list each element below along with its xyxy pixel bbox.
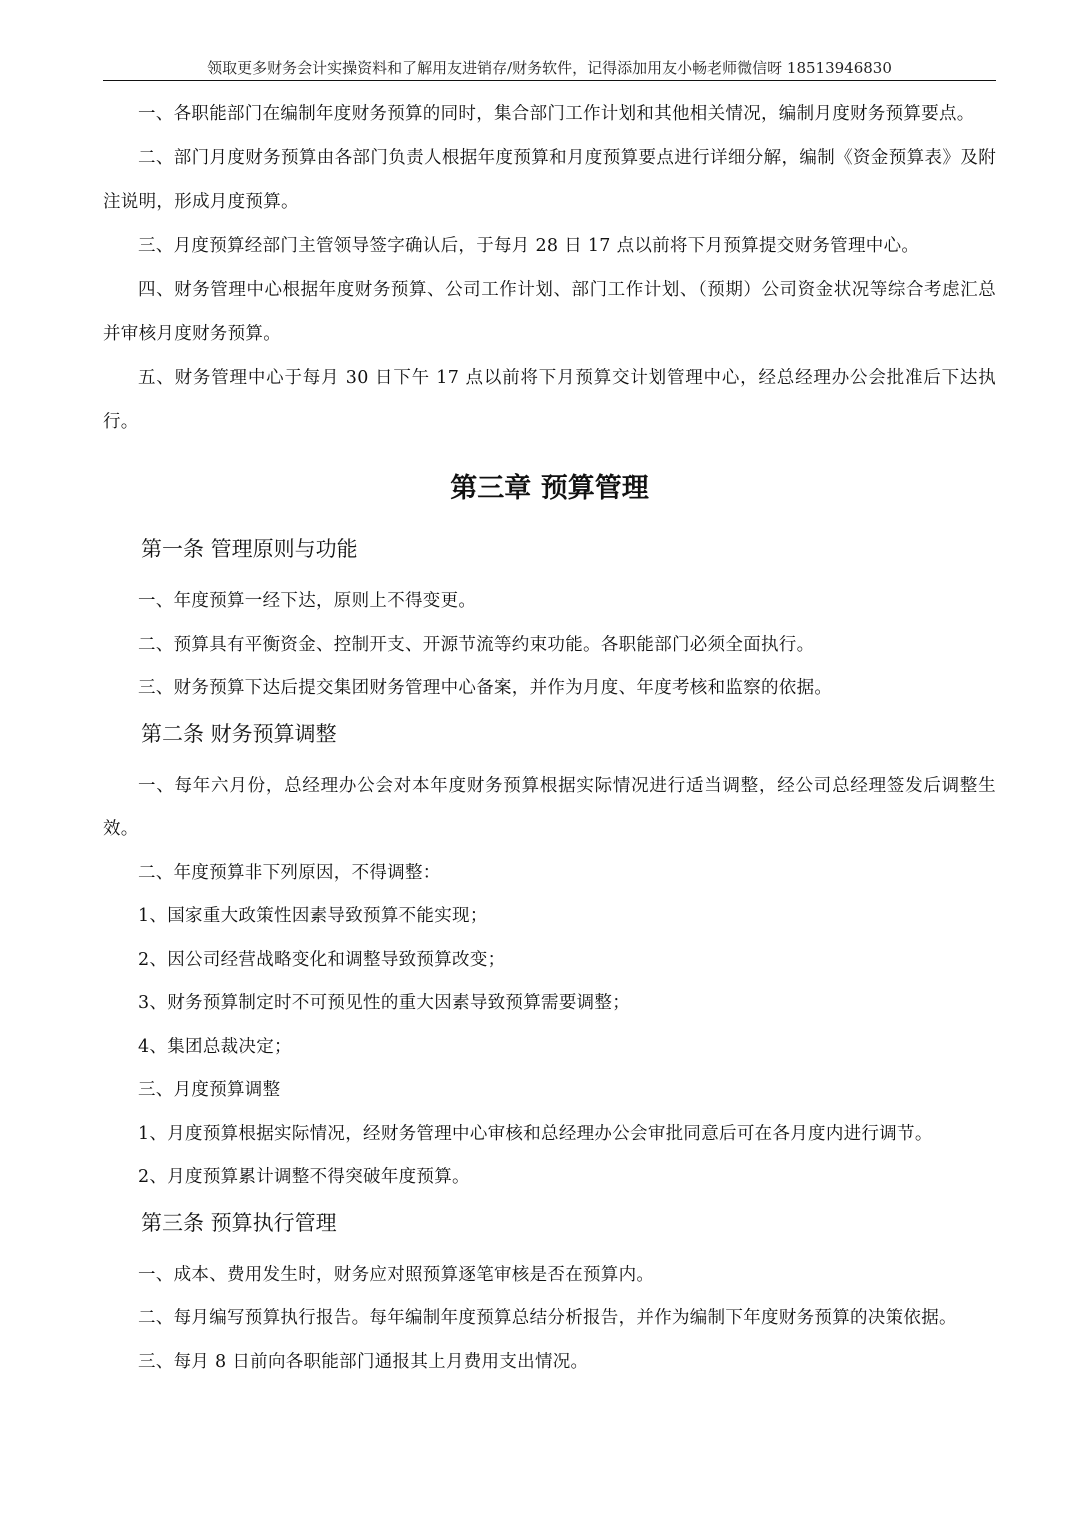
article-2-item-1: 一、每年六月份，总经理办公会对本年度财务预算根据实际情况进行适当调整，经公司总经理签发后调整生效。: [103, 775, 996, 839]
article-1-item-1: 一、年度预算一经下达，原则上不得变更。: [138, 591, 477, 611]
article-3-title: 第三条 预算执行管理: [141, 1210, 337, 1235]
intro-paragraph-4: 四、财务管理中心根据年度财务预算、公司工作计划、部门工作计划、（预期）公司资金状况等综合考虑汇总并审核月度财务预算。: [103, 280, 996, 344]
article-2-item-6: 4、集团总裁决定；: [138, 1036, 292, 1057]
article-1-item-2: 二、预算具有平衡资金、控制开支、开源节流等约束功能。各职能部门必须全面执行。: [138, 634, 815, 655]
intro-paragraph-2: 二、部门月度财务预算由各部门负责人根据年度预算和月度预算要点进行详细分解，编制《资金预算表》及附注说明，形成月度预算。: [103, 148, 996, 212]
chapter-title: 第三章 预算管理: [450, 473, 649, 504]
article-1-title: 第一条 管理原则与功能: [141, 537, 358, 561]
article-2-item-9: 2、月度预算累计调整不得突破年度预算。: [138, 1167, 470, 1187]
article-2-item-5: 3、财务预算制定时不可预见性的重大因素导致预算需要调整；: [138, 993, 631, 1013]
article-2-item-8: 1、月度预算根据实际情况，经财务管理中心审核和总经理办公会审批同意后可在各月度内进行调节。: [138, 1123, 933, 1144]
article-1-item-3: 三、财务预算下达后提交集团财务管理中心备案，并作为月度、年度考核和监察的依据。: [138, 678, 833, 698]
article-3-item-2: 二、每月编写预算执行报告。每年编制年度预算总结分析报告，并作为编制下年度财务预算的决策依据。: [138, 1308, 957, 1328]
article-2-item-2: 二、年度预算非下列原因，不得调整：: [138, 862, 441, 883]
article-2-title: 第二条 财务预算调整: [141, 721, 337, 746]
article-3-item-3: 三、每月 8 日前向各职能部门通报其上月费用支出情况。: [138, 1351, 589, 1372]
document-body: [103, 92, 996, 1384]
intro-paragraph-1: 一、各职能部门在编制年度财务预算的同时，集合部门工作计划和其他相关情况，编制月度财务预算要点。: [138, 104, 975, 124]
header-divider: [103, 80, 996, 81]
intro-paragraph-5: 五、财务管理中心于每月 30 日下午 17 点以前将下月预算交计划管理中心，经总经理办公会批准后下达执行。: [103, 368, 996, 432]
intro-paragraph-3: 三、月度预算经部门主管领导签字确认后，于每月 28 日 17 点以前将下月预算提交财务管理中心。: [138, 236, 920, 256]
page-header: 领取更多财务会计实操资料和了解用友进销存/财务软件，记得添加用友小畅老师微信呀 18513946830: [207, 59, 892, 77]
article-3-item-1: 一、成本、费用发生时，财务应对照预算逐笔审核是否在预算内。: [138, 1264, 655, 1285]
article-2-item-4: 2、因公司经营战略变化和调整导致预算改变；: [138, 949, 506, 970]
article-2-item-3: 1、国家重大政策性因素导致预算不能实现；: [138, 906, 488, 926]
article-2-item-7: 三、月度预算调整: [138, 1080, 281, 1100]
